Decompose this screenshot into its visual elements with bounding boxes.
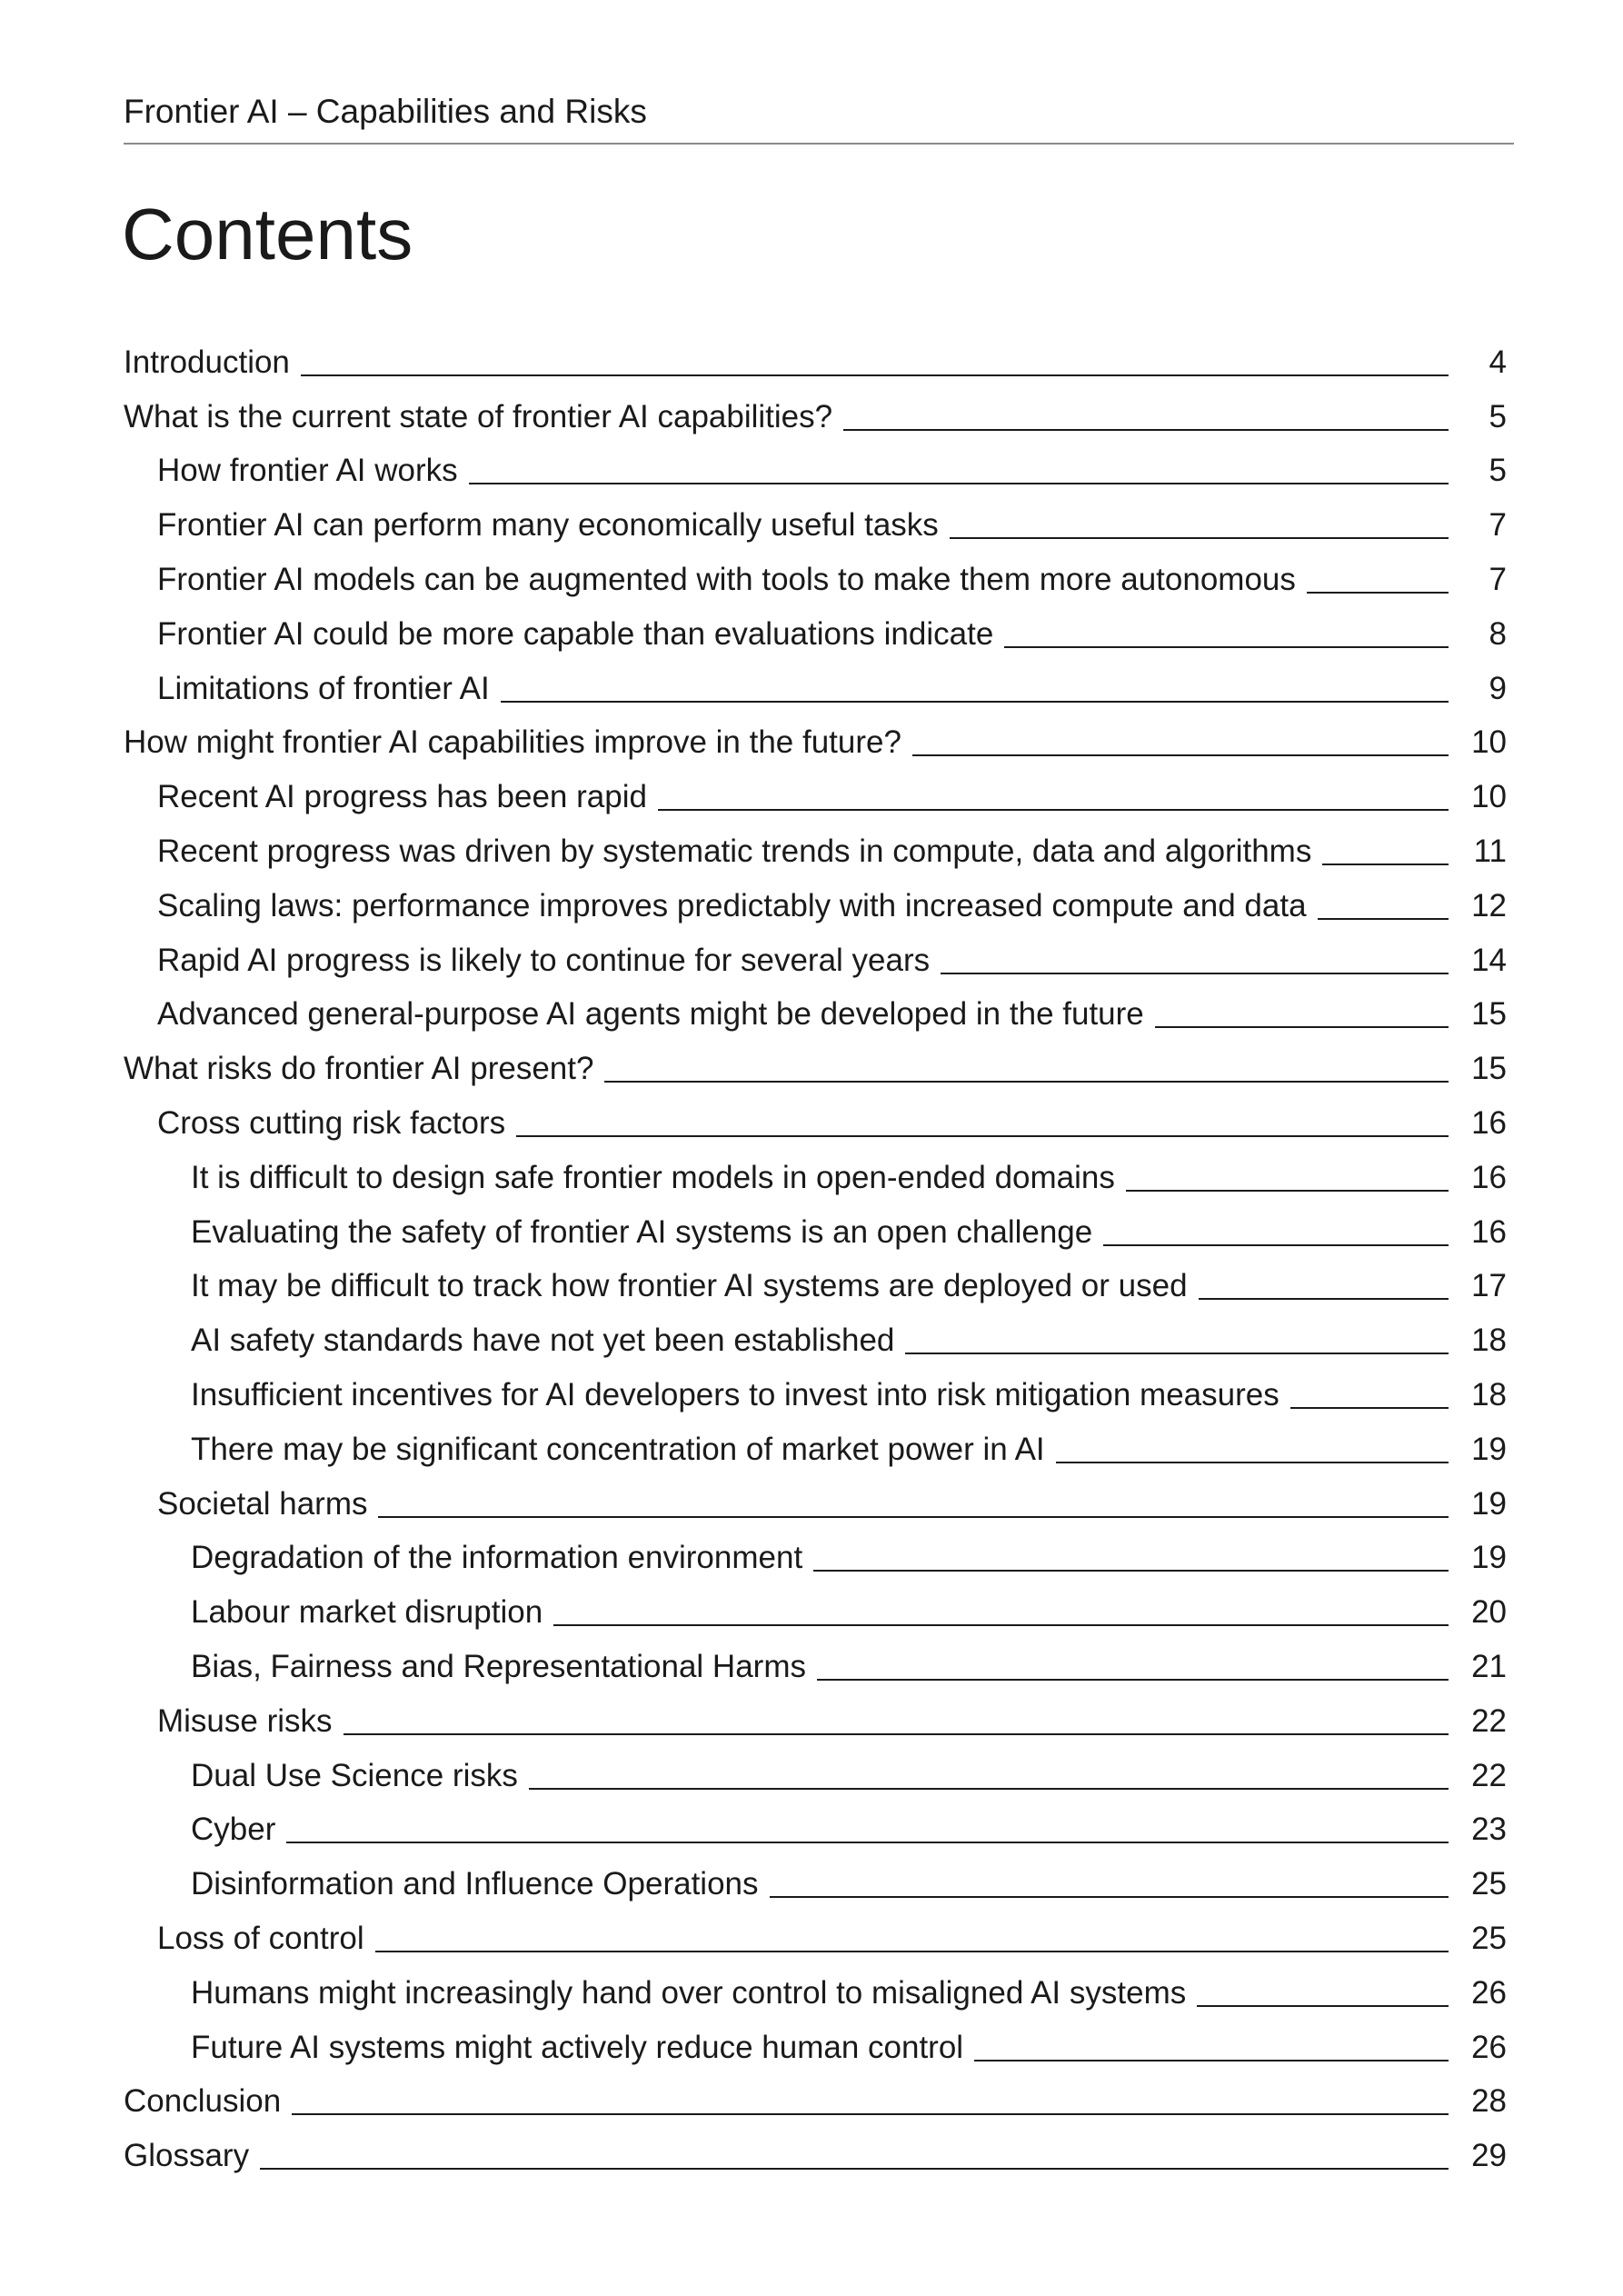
toc-leader-line — [1199, 1298, 1449, 1300]
toc-entry[interactable] — [124, 496, 1507, 551]
toc-entry[interactable] — [124, 877, 1507, 932]
toc-page-number: 26 — [1471, 1974, 1507, 2011]
toc-leader-line — [974, 2060, 1449, 2061]
toc-leader-line — [375, 1951, 1449, 1952]
toc-page-number: 4 — [1489, 344, 1507, 380]
toc-entry[interactable] — [124, 2127, 1507, 2181]
toc-leader-line — [1155, 1026, 1449, 1028]
toc-page-number: 19 — [1471, 1431, 1507, 1467]
toc-leader-line — [1307, 592, 1449, 594]
toc-entry-title: Rapid AI progress is likely to continue for several years — [157, 942, 931, 978]
toc-entry[interactable] — [124, 1747, 1507, 1802]
toc-entry[interactable] — [124, 1475, 1507, 1530]
toc-leader-line — [469, 483, 1449, 484]
toc-entry[interactable] — [124, 1583, 1507, 1638]
toc-page-number: 19 — [1471, 1540, 1507, 1576]
toc-page-number: 18 — [1471, 1376, 1507, 1413]
toc-entry[interactable] — [124, 1312, 1507, 1366]
toc-entry-title: What is the current state of frontier AI capabilities? — [124, 398, 833, 434]
toc-entry[interactable] — [124, 2019, 1507, 2073]
toc-page-number: 5 — [1489, 453, 1507, 489]
toc-entry[interactable] — [124, 1530, 1507, 1584]
toc-entry[interactable] — [124, 1964, 1507, 2019]
toc-leader-line — [1318, 918, 1449, 920]
toc-entry-title: It may be difficult to track how frontier AI systems are deployed or used — [191, 1268, 1188, 1304]
toc-page-number: 12 — [1471, 887, 1507, 923]
toc-page-number: 10 — [1471, 779, 1507, 815]
toc-page-number: 21 — [1471, 1648, 1507, 1684]
toc-page-number: 7 — [1489, 507, 1507, 544]
toc-entry[interactable] — [124, 1040, 1507, 1094]
toc-entry[interactable] — [124, 714, 1507, 769]
toc-entry[interactable] — [124, 443, 1507, 497]
toc-entry-title: Glossary — [124, 2138, 250, 2174]
toc-page-number: 17 — [1471, 1268, 1507, 1304]
toc-entry[interactable] — [124, 768, 1507, 823]
toc-entry[interactable] — [124, 1149, 1507, 1203]
toc-leader-line — [817, 1679, 1449, 1681]
toc-page-number: 8 — [1489, 615, 1507, 652]
toc-leader-line — [1197, 2005, 1449, 2007]
toc-entry-title: How frontier AI works — [157, 453, 458, 489]
toc-page-number: 10 — [1471, 724, 1507, 761]
toc-entry-title: Cross cutting risk factors — [157, 1104, 506, 1141]
toc-entry-title: Societal harms — [157, 1485, 368, 1522]
toc-page-number: 16 — [1471, 1104, 1507, 1141]
toc-page-number: 29 — [1471, 2138, 1507, 2174]
toc-page-number: 5 — [1489, 398, 1507, 434]
toc-entry[interactable] — [124, 334, 1507, 388]
toc-entry[interactable] — [124, 660, 1507, 714]
toc-leader-line — [1004, 646, 1449, 648]
toc-entry-title: Degradation of the information environment — [191, 1540, 803, 1576]
toc-entry-title: Introduction — [124, 344, 290, 380]
toc-page-number: 11 — [1473, 833, 1507, 869]
toc-entry-title: Limitations of frontier AI — [157, 670, 490, 706]
toc-page-number: 28 — [1471, 2083, 1507, 2120]
toc-entry[interactable] — [124, 823, 1507, 877]
toc-entry-title: Cyber — [191, 1812, 276, 1848]
toc-page-number: 7 — [1489, 561, 1507, 597]
toc-entry-title: Misuse risks — [157, 1702, 333, 1739]
toc-entry-title: Future AI systems might actively reduce human control — [191, 2029, 964, 2065]
toc-leader-line — [813, 1570, 1449, 1572]
toc-entry[interactable] — [124, 1910, 1507, 1964]
toc-entry-title: Recent progress was driven by systematic trends in compute, data and algorithms — [157, 833, 1312, 869]
toc-entry-title: Frontier AI can perform many economically useful tasks — [157, 507, 939, 544]
toc-entry-title: Labour market disruption — [191, 1594, 543, 1631]
toc-page-number: 25 — [1471, 1920, 1507, 1956]
toc-entry-title: Dual Use Science risks — [191, 1757, 518, 1793]
toc-entry-title: How might frontier AI capabilities improve in the future? — [124, 724, 901, 761]
toc-page-number: 14 — [1471, 942, 1507, 978]
toc-entry-title: There may be significant concentration of market power in AI — [191, 1431, 1045, 1467]
toc-page-number: 15 — [1471, 996, 1507, 1033]
toc-page-number: 18 — [1471, 1323, 1507, 1359]
toc-entry-title: Bias, Fairness and Representational Harms — [191, 1648, 806, 1684]
toc-page-number: 16 — [1471, 1213, 1507, 1250]
toc-entry-title: Advanced general-purpose AI agents might be developed in the future — [157, 996, 1144, 1033]
toc-leader-line — [301, 374, 1449, 376]
toc-entry-title: What risks do frontier AI present? — [124, 1051, 594, 1087]
toc-entry[interactable] — [124, 1638, 1507, 1692]
toc-entry-title: Recent AI progress has been rapid — [157, 779, 647, 815]
toc-leader-line — [516, 1135, 1449, 1137]
toc-entry[interactable] — [124, 1203, 1507, 1258]
toc-leader-line — [529, 1788, 1449, 1790]
table-of-contents — [124, 334, 1507, 2181]
toc-leader-line — [1103, 1244, 1449, 1246]
toc-page-number: 22 — [1471, 1702, 1507, 1739]
toc-entry-title: It is difficult to design safe frontier models in open-ended domains — [191, 1159, 1115, 1195]
toc-leader-line — [770, 1896, 1449, 1898]
toc-leader-line — [941, 973, 1449, 974]
toc-leader-line — [604, 1081, 1449, 1083]
toc-leader-line — [912, 754, 1449, 756]
toc-leader-line — [1126, 1190, 1449, 1192]
toc-page-number: 9 — [1489, 670, 1507, 706]
toc-entry[interactable] — [124, 551, 1507, 605]
running-header: Frontier AI – Capabilities and Risks — [124, 93, 647, 130]
toc-entry[interactable] — [124, 1366, 1507, 1421]
toc-leader-line — [1290, 1407, 1449, 1409]
toc-leader-line — [344, 1733, 1449, 1735]
toc-entry-title: Conclusion — [124, 2083, 282, 2120]
toc-page-number: 25 — [1471, 1866, 1507, 1902]
toc-entry[interactable] — [124, 1692, 1507, 1747]
toc-leader-line — [1322, 863, 1449, 865]
toc-entry[interactable] — [124, 1855, 1507, 1910]
toc-entry[interactable] — [124, 1094, 1507, 1149]
toc-leader-line — [905, 1353, 1449, 1354]
toc-entry[interactable] — [124, 1421, 1507, 1475]
toc-entry-title: AI safety standards have not yet been established — [191, 1323, 895, 1359]
toc-leader-line — [843, 429, 1449, 431]
toc-entry-title: Frontier AI could be more capable than evaluations indicate — [157, 615, 994, 652]
toc-leader-line — [950, 537, 1449, 539]
toc-entry-title: Frontier AI models can be augmented with tools to make them more autonomous — [157, 561, 1296, 597]
toc-page-number: 23 — [1471, 1812, 1507, 1848]
toc-leader-line — [260, 2168, 1449, 2170]
toc-leader-line — [553, 1624, 1449, 1626]
toc-entry[interactable] — [124, 1802, 1507, 1856]
toc-leader-line — [286, 1842, 1449, 1843]
toc-leader-line — [378, 1516, 1449, 1518]
toc-entry-title: Humans might increasingly hand over control to misaligned AI systems — [191, 1974, 1187, 2011]
toc-leader-line — [501, 701, 1449, 703]
toc-entry-title: Loss of control — [157, 1920, 364, 1956]
toc-page-number: 26 — [1471, 2029, 1507, 2065]
toc-entry-title: Evaluating the safety of frontier AI systems is an open challenge — [191, 1213, 1093, 1250]
toc-page-number: 15 — [1471, 1051, 1507, 1087]
toc-leader-line — [1056, 1462, 1449, 1463]
header-rule — [124, 143, 1514, 145]
toc-entry-title: Disinformation and Influence Operations — [191, 1866, 759, 1902]
toc-entry[interactable] — [124, 1258, 1507, 1313]
toc-leader-line — [658, 809, 1449, 811]
toc-leader-line — [292, 2113, 1449, 2115]
toc-page-number: 22 — [1471, 1757, 1507, 1793]
toc-entry[interactable] — [124, 2073, 1507, 2128]
page-title: Contents — [122, 194, 413, 275]
toc-entry[interactable] — [124, 388, 1507, 443]
toc-entry[interactable] — [124, 605, 1507, 660]
toc-entry[interactable] — [124, 986, 1507, 1041]
toc-page-number: 20 — [1471, 1594, 1507, 1631]
toc-entry[interactable] — [124, 932, 1507, 986]
toc-entry-title: Scaling laws: performance improves predictably with increased compute and data — [157, 887, 1307, 923]
toc-page-number: 16 — [1471, 1159, 1507, 1195]
toc-page-number: 19 — [1471, 1485, 1507, 1522]
toc-entry-title: Insufficient incentives for AI developers to invest into risk mitigation measures — [191, 1376, 1279, 1413]
